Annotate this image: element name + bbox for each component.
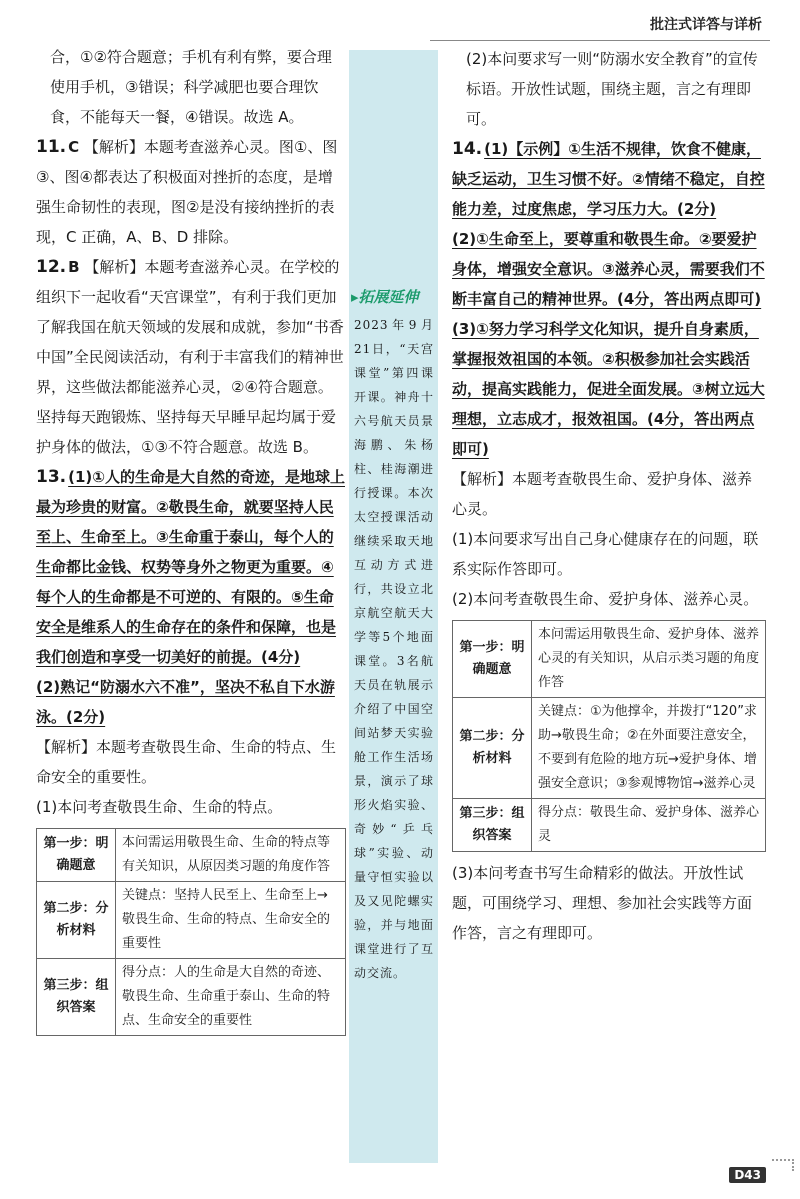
step-head: 第三步：组织答案	[37, 959, 116, 1036]
q14-analysis: 【解析】本题考查敬畏生命、爱护身体、滋养心灵。	[452, 470, 753, 518]
q14-sub1: (1)本问要求写出自己身心健康存在的问题，联系实际作答即可。	[452, 530, 759, 578]
q14-answer-2: (2)①生命至上，要尊重和敬畏生命。②要爱护身体，增强安全意识。③滋养心灵，需要我们不断丰富自己的精神世界。(4分，答出两点即可)	[452, 230, 765, 308]
left-steps-table	[36, 828, 346, 1036]
q12-number: 12.	[36, 257, 67, 277]
table-row	[453, 799, 766, 852]
q13	[36, 462, 346, 672]
q14-number: 14.	[452, 139, 483, 159]
q14-sub2: (2)本问考查敬畏生命、爱护身体、滋养心灵。	[452, 590, 759, 608]
q14-answer-3: (3)①努力学习科学文化知识，提升自身素质，掌握报效祖国的本领。②积极参加社会实践活动，提高实践能力，促进全面发展。③树立远大理想，立志成才，报效祖国。(4分，答出两点即可)	[452, 320, 765, 458]
step-body: 本问需运用敬畏生命、生命的特点等有关知识，从原因类习题的角度作答	[116, 829, 346, 882]
step-head: 第二步：分析材料	[453, 698, 532, 799]
q11	[36, 132, 346, 252]
step-head: 第一步：明确题意	[37, 829, 116, 882]
q14	[452, 134, 766, 224]
q12	[36, 252, 346, 462]
q13-sub2: (2)本问要求写一则“防溺水安全教育”的宣传标语。开放性试题，围绕主题，言之有理即可。	[466, 50, 758, 128]
q14-answer-1: (1)【示例】①生活不规律，饮食不健康，缺乏运动，卫生习惯不好。②情绪不稳定，自控能力差，过度焦虑，学习压力大。(2分)	[452, 140, 765, 218]
table-row	[37, 882, 346, 959]
q11-answer: C	[68, 138, 80, 156]
right-steps-table	[452, 620, 766, 852]
q11-analysis: 【解析】本题考查滋养心灵。图①、图③、图④都表达了积极面对挫折的态度，是增强生命韧性的表现，图②是没有接纳挫折的表现，C 正确，A、B、D 排除。	[36, 138, 338, 246]
table-row	[453, 698, 766, 799]
step-body: 关键点：坚持人民至上、生命至上→敬畏生命、生命的特点、生命安全的重要性	[116, 882, 346, 959]
step-head: 第一步：明确题意	[453, 621, 532, 698]
q13-analysis: 【解析】本题考查敬畏生命、生命的特点、生命安全的重要性。	[36, 738, 337, 786]
header-divider	[430, 40, 770, 41]
step-head: 第二步：分析材料	[37, 882, 116, 959]
table-row	[453, 621, 766, 698]
q13-sub1: (1)本问考查敬畏生命、生命的特点。	[36, 798, 283, 816]
step-body: 得分点：人的生命是大自然的奇迹、敬畏生命、生命重于泰山、生命的特点、生命安全的重要性	[116, 959, 346, 1036]
q10-tail: 合，①②符合题意；手机有利有弊，要合理使用手机，③错误；科学减肥也要合理饮食，不能每天一餐，④错误。故选 A。	[50, 48, 332, 126]
sidebar-text: 2023年9月21日，“天宫课堂”第四课开课。神舟十六号航天员景海鹏、朱杨柱、桂海潮进行授课。本次太空授课活动继续采取天地互动方式进行，共设立北京航空航天大学等5个地面课堂。3名航天员在轨展示介绍了中国空间站梦天实验舱工作生活场景，演示了球形火焰实验、奇妙“乒乓球”实验、动量守恒实验以及又见陀螺实验，并与地面课堂进行了互动交流。	[354, 318, 434, 980]
q12-analysis: 【解析】本题考查滋养心灵。在学校的组织下一起收看“天宫课堂”，有利于我们更加了解我国在航天领域的发展和成就，参加“书香中国”全民阅读活动，有利于丰富我们的精神世界，这些做法都能滋养心灵，②④符合题意。坚持每天跑锻炼、坚持每天早睡早起均属于爱护身体的做法，①③不符合题意。故选 B。	[36, 258, 344, 456]
step-body: 本问需运用敬畏生命、爱护身体、滋养心灵的有关知识，从启示类习题的角度作答	[532, 621, 766, 698]
q13-answer-1: (1)①人的生命是大自然的奇迹，是地球上最为珍贵的财富。②敬畏生命，就要坚持人民至上、生命至上。③生命重于泰山，每个人的生命都比金钱、权势等身外之物更为重要。④每个人的生命都是不可逆的、有限的。⑤生命安全是维系人的生命存在的条件和保障，也是我们创造和享受一切美好的前提。(4分)	[36, 468, 345, 666]
sidebar-title: ▸拓展延伸	[351, 288, 419, 306]
q14-sub3: (3)本问考查书写生命精彩的做法。开放性试题，可围绕学习、理想、参加社会实践等方面作答，言之有理即可。	[452, 864, 753, 942]
step-body: 得分点：敬畏生命、爱护身体、滋养心灵	[532, 799, 766, 852]
q13-number: 13.	[36, 467, 67, 487]
step-head: 第三步：组织答案	[453, 799, 532, 852]
page-number: D43	[729, 1167, 766, 1183]
left-column	[36, 42, 346, 1042]
q13-answer-2: (2)熟记“防溺水六不准”，坚决不私自下水游泳。(2分)	[36, 678, 335, 726]
page-header: 批注式详答与详析	[650, 17, 762, 33]
table-row	[37, 959, 346, 1036]
table-row	[37, 829, 346, 882]
step-body: 关键点：①为他撑伞，并拨打“120”求助→敬畏生命；②在外面要注意安全，不要到有危险的地方玩→爱护身体、增强安全意识；③参观博物馆→滋养心灵	[532, 698, 766, 799]
right-column	[452, 44, 766, 948]
q12-answer: B	[68, 258, 80, 276]
corner-decoration	[772, 1159, 794, 1171]
q11-number: 11.	[36, 137, 67, 157]
